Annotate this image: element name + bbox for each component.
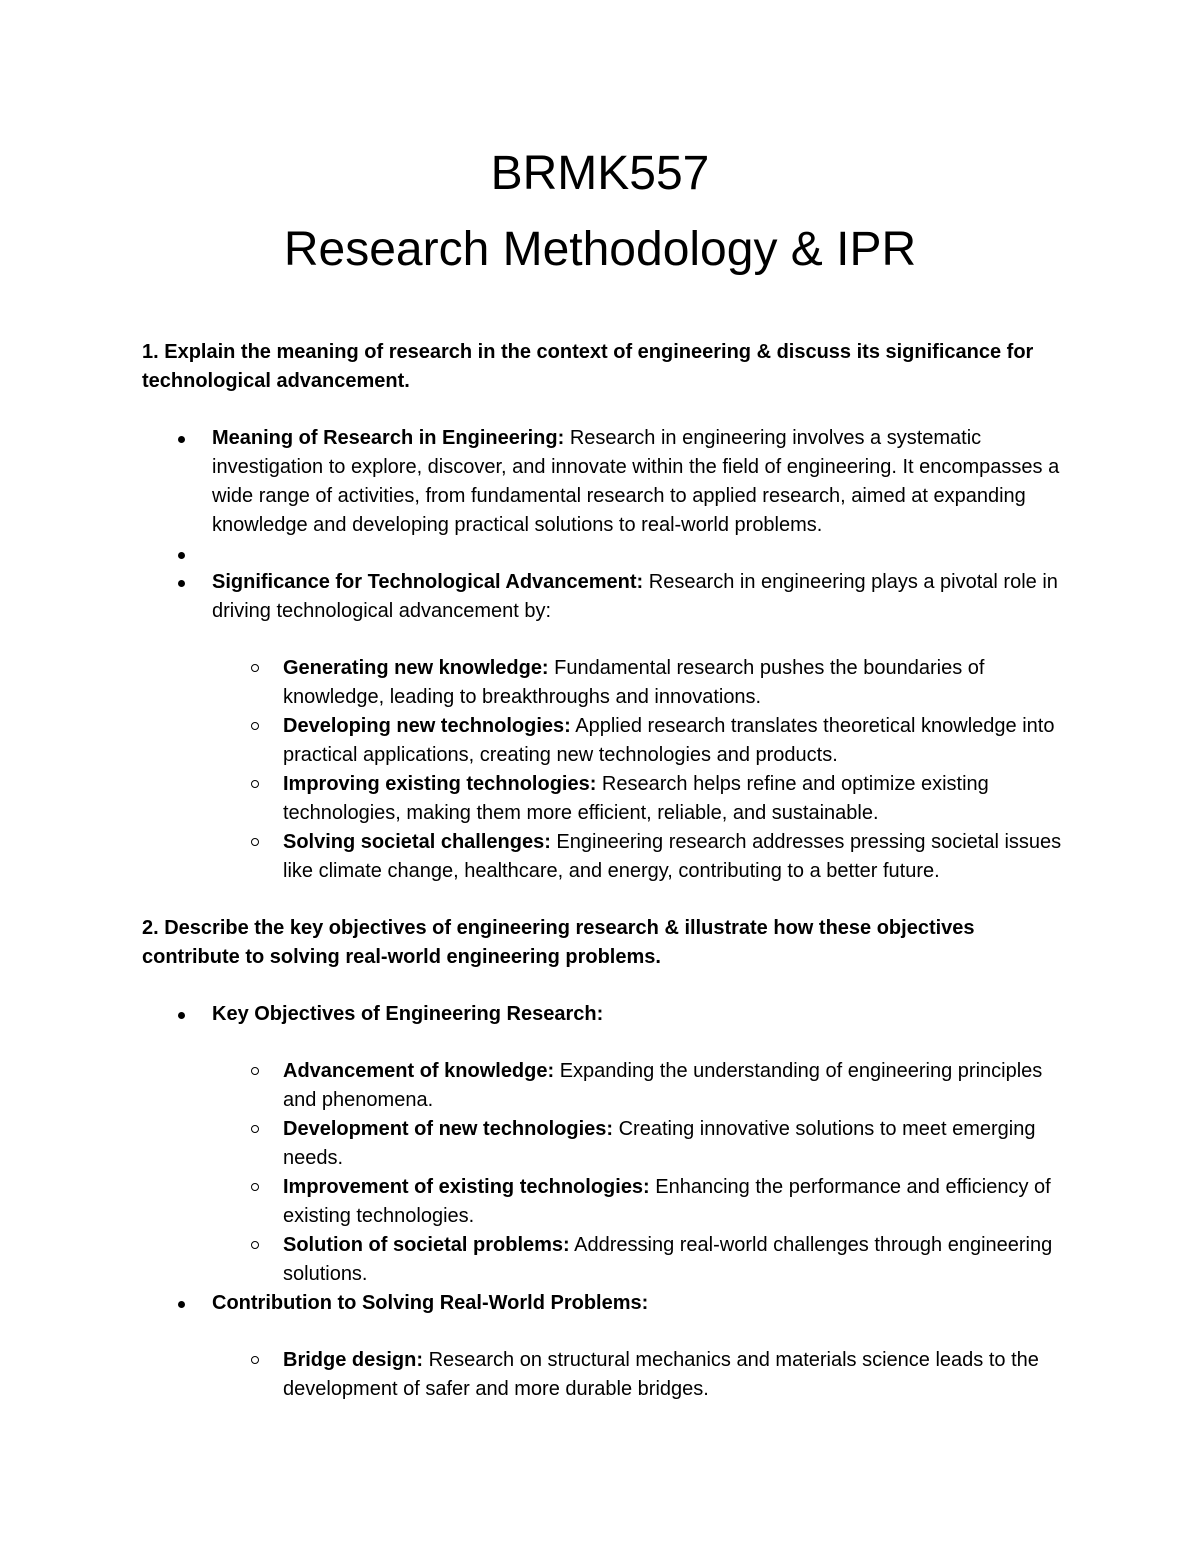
list-item: Development of new technologies: Creating innovative solutions to meet emerging needs. <box>142 1115 1072 1173</box>
q2-objectives-sublist <box>212 1057 1072 1289</box>
q1-list <box>142 424 1072 886</box>
question-2: 2. Describe the key objectives of engineering research & illustrate how these objectives contribute to solving real-world engineering problems. <box>142 917 975 968</box>
question-1: 1. Explain the meaning of research in the context of engineering & discuss its significance for technological advancement. <box>142 341 1034 392</box>
list-item: Developing new technologies: Applied research translates theoretical knowledge into practical applications, creating new technologies and products. <box>142 712 1072 770</box>
list-item: Solving societal challenges: Engineering research addresses pressing societal issues like climate change, healthcare, and energy, contributing to a better future. <box>142 828 1072 886</box>
list-item: Bridge design: Research on structural mechanics and materials science leads to the development of safer and more durable bridges. <box>142 1346 1072 1404</box>
q2-objectives-label: Key Objectives of Engineering Research: <box>212 1003 604 1025</box>
q1-significance-sublist <box>212 654 1072 886</box>
q2-contribution-item <box>142 1289 1072 1404</box>
q2-list <box>142 1000 1072 1404</box>
list-item: Improvement of existing technologies: Enhancing the performance and efficiency of existing technologies. <box>142 1173 1072 1231</box>
q1-meaning-text: Research in engineering involves a systematic investigation to explore, discover, and innovate within the field of engineering. It encompasses a wide range of activities, from fundamental research to applied research, aimed at expanding knowledge and developing practical solutions to real-world problems. <box>212 427 1060 536</box>
q1-meaning-item <box>142 424 1072 540</box>
list-item: Generating new knowledge: Fundamental research pushes the boundaries of knowledge, leading to breakthroughs and innovations. <box>142 654 1072 712</box>
course-code: BRMK557 <box>490 147 710 200</box>
q1-meaning-label: Meaning of Research in Engineering: <box>212 427 565 449</box>
q1-significance-text: Research in engineering plays a pivotal role in driving technological advancement by: <box>212 571 1058 622</box>
list-item: Solution of societal problems: Addressing real-world challenges through engineering solutions. <box>142 1231 1072 1289</box>
q1-significance-item <box>142 568 1072 886</box>
document-body <box>142 338 1072 1404</box>
q2-contribution-sublist <box>212 1346 1072 1404</box>
list-item: Improving existing technologies: Research helps refine and optimize existing technologies, making them more efficient, reliable, and sustainable. <box>142 770 1072 828</box>
q1-significance-label: Significance for Technological Advancement: <box>212 571 644 593</box>
q2-contribution-label: Contribution to Solving Real-World Problems: <box>212 1292 649 1314</box>
q2-objectives-item <box>142 1000 1072 1289</box>
course-title: Research Methodology & IPR <box>283 223 917 276</box>
list-item: Advancement of knowledge: Expanding the understanding of engineering principles and phenomena. <box>142 1057 1072 1115</box>
